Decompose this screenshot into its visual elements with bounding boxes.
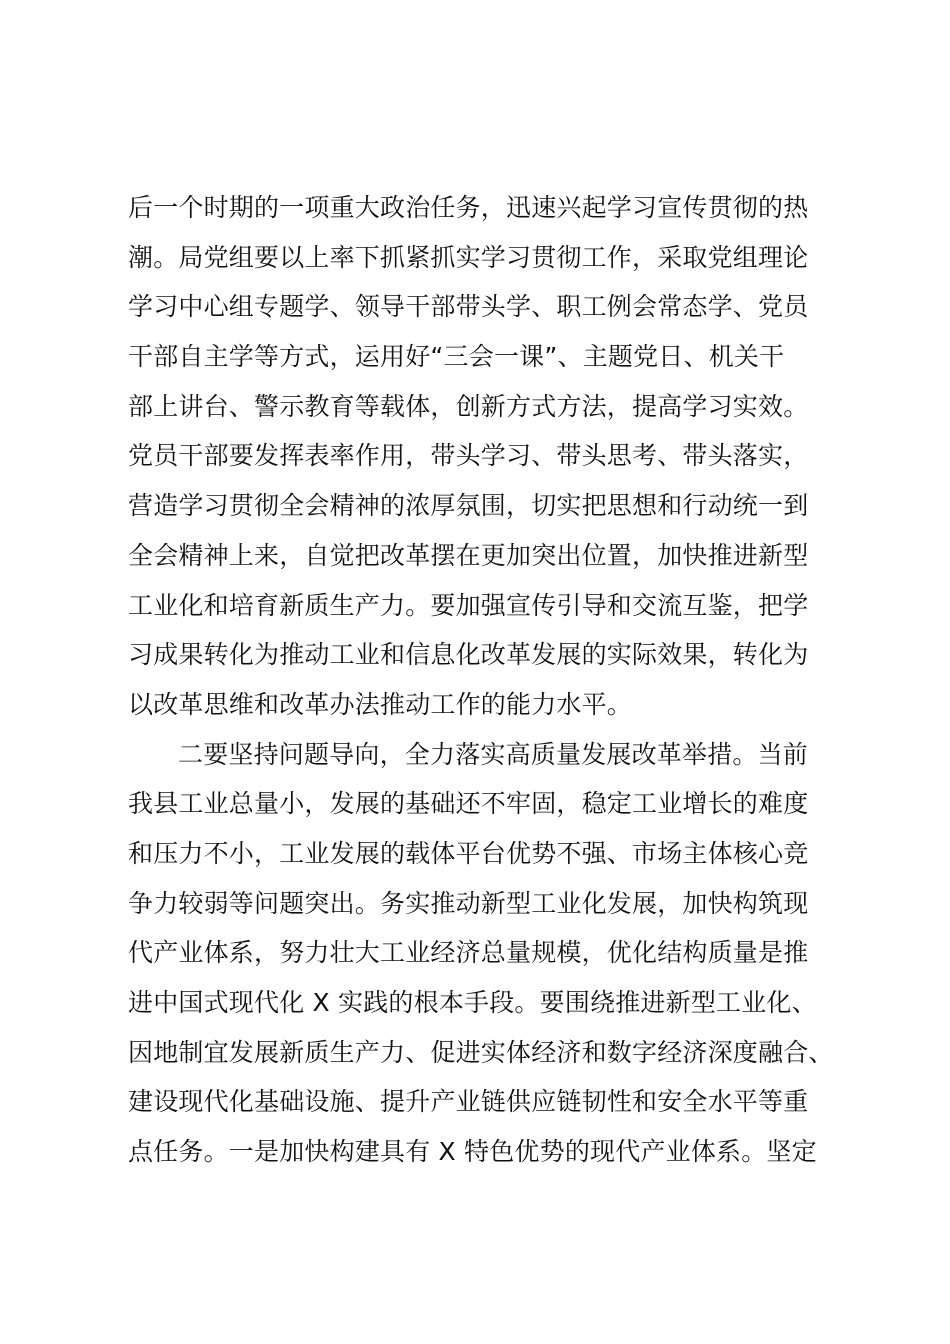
text-line: 代产业体系，努力壮大工业经济总量规模，优化结构质量是推 — [128, 938, 809, 968]
text-line: 后一个时期的一项重大政治任务，迅速兴起学习宣传贯彻的热 — [128, 193, 809, 222]
text-line: 党员干部要发挥表率作用，带头学习、带头思考、带头落实， — [128, 441, 809, 471]
text-line: 建设现代化基础设施、提升产业链供应链韧性和安全水平等重 — [128, 1087, 809, 1117]
text-line: 部上讲台、警示教育等载体，创新方式方法，提高学习实效。 — [128, 391, 809, 421]
text-line: 潮。局党组要以上率下抓紧抓实学习贯彻工作，采取党组理论 — [128, 242, 809, 272]
text-line: 习成果转化为推动工业和信息化改革发展的实际效果，转化为 — [128, 640, 809, 670]
text-line: 工业化和培育新质生产力。要加强宣传引导和交流互鉴，把学 — [128, 590, 809, 620]
text-line: 点任务。一是加快构建具有 X 特色优势的现代产业体系。坚定 — [128, 1137, 817, 1167]
paragraph-start-line: 二要坚持问题导向，全力落实高质量发展改革举措。当前 — [178, 739, 809, 769]
body-text — [128, 183, 838, 1177]
text-line: 学习中心组专题学、领导干部带头学、职工例会常态学、党员 — [128, 292, 809, 322]
text-line: 我县工业总量小，发展的基础还不牢固，稳定工业增长的难度 — [128, 789, 809, 819]
text-line: 争力较弱等问题突出。务实推动新型工业化发展，加快构筑现 — [128, 888, 809, 918]
text-line: 进中国式现代化 X 实践的根本手段。要围绕推进新型工业化、 — [128, 988, 817, 1017]
text-line: 和压力不小，工业发展的载体平台优势不强、市场主体核心竞 — [128, 838, 809, 868]
text-line: 干部自主学等方式，运用好“三会一课”、主题党日、机关干 — [128, 342, 785, 372]
text-line: 因地制宜发展新质生产力、促进实体经济和数字经济深度融合、 — [128, 1037, 834, 1067]
text-line: 以改革思维和改革办法推动工作的能力水平。 — [128, 689, 633, 719]
text-line: 全会精神上来，自觉把改革摆在更加突出位置，加快推进新型 — [128, 540, 809, 570]
text-line: 营造学习贯彻全会精神的浓厚氛围，切实把思想和行动统一到 — [128, 491, 809, 521]
